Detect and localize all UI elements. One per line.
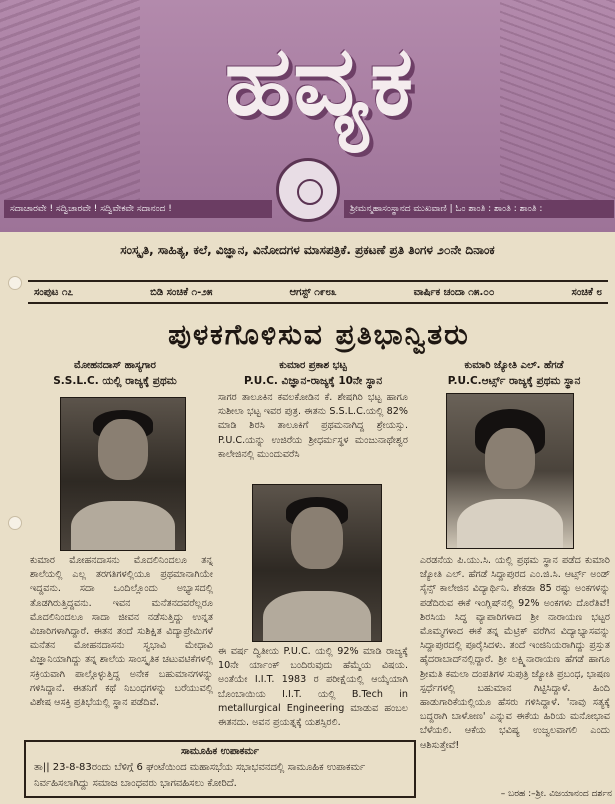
issue-subscription: ವಾರ್ಷಿಕ ಚಂದಾ ೧೫.೦೦ [413,286,495,298]
article-text-right: ಎರಡನೆಯ ಪಿ.ಯು.ಸಿ. ಯಲ್ಲಿ ಪ್ರಥಮ ಸ್ಥಾನ ಪಡೆದ ಕುಮಾರಿ ಜ್ಯೋತಿ ಎಲ್. ಹೆಗಡೆ ಸಿದ್ದಾಪುರದ ಎಂ.ಜಿ.ಸಿ. ಆರ್ಟ್ಸ್ ಅಂಡ್ ಸೈನ್ಸ್ ಕಾಲೇಜಿನ ವಿದ್ಯಾರ್ಥಿನಿ. ಶೇಕಡಾ 85 ರಷ್ಟು ಅಂಕಗಳನ್ನು ಪಡೆದಿರುವ ಈಕೆ ಇಂಗ್ಲಿಷ್‌ನಲ್ಲಿ 92% ಅಂಕಗಳು ದೊರೆತಿವೆ! ಶಿರಸಿಯ ಸಿದ್ಧ ವ್ಯಾಪಾರಿಗಳಾದ ಶ್ರೀ ನಾರಾಯಣ ಭಟ್ಟರ ಮೊಮ್ಮಗಳಾದ ಈಕೆ ತನ್ನ ಮೆಟ್ರಿಕ್ ವರೆಗಿನ ವಿದ್ಯಾಭ್ಯಾಸವನ್ನು ಸಿದ್ದಾಪುರದಲ್ಲಿ ಪೂರೈಸಿದಳು. ತಂದೆ ಇಂಜಿನಿಯರಾಗಿದ್ದು ಪ್ರಸ್ತುತ ಹೈದರಾಬಾದ್‌ನಲ್ಲಿದ್ದಾರೆ. ಶ್ರೀ ಲಕ್ಷ್ಮಿನಾರಾಯಣ ಹೆಗಡೆ ಹಾಗೂ ಶ್ರೀಮತಿ ಕಮಲಾ ದಂಪತಿಗಳ ಸುಪುತ್ರಿ ಜ್ಯೋತಿ ಪ್ರಬಂಧ, ಭಾಷಣ ಸ್ಪರ್ಧೆಗಳಲ್ಲಿ ಬಹುಮಾನ ಗಿಟ್ಟಿಸಿದ್ದಾಳೆ. ಹಿಂದಿ ಹಾಡುಗಾರಿಕೆಯಲ್ಲಿಯೂ ಹೆಸರು ಗಳಿಸಿದ್ದಾಳೆ. 'ನಾವು ಸತ್ಯಕ್ಕೆ ಬದ್ದರಾಗಿ ಬಾಳೋಣ' ಎನ್ನುವ ಈಕೆಯ ಹಿರಿಯ ಮನೋಭಾವ ಬೆಳೆಯಲಿ. ಆಕೆಯ ಭವಿಷ್ಯ ಉಜ್ವಲವಾಗಲಿ ಎಂದು ಆಶಿಸುತ್ತೇವೆ! [420,555,610,751]
masthead-seal [276,158,340,222]
article-text-left: ಕುಮಾರ ಮೋಹನದಾಸನು ಮೊದಲಿನಿಂದಲೂ ತನ್ನ ಶಾಲೆಯಲ್ಲಿ ಎಲ್ಲ ತರಗತಿಗಳಲ್ಲಿಯೂ ಪ್ರಥಮಾನಾಗಿಯೇ ಇದ್ದವನು. ಸದಾ ಒಂದಿಲ್ಲೊಂದು ಅಭ್ಯಾಸದಲ್ಲಿ ತೊಡಗಿರುತ್ತಿದ್ದವನು. ಇವನ ಮನೆತನದವರೆಲ್ಲರೂ ಮೊದಲಿನಿಂದಲೂ ಸಾದಾ ಜೀವನ ನಡೆಸುತ್ತಿದ್ದು ಉನ್ನತ ವಿಚಾರಿಗಳಾಗಿದ್ದಾರೆ. ಈತನ ತಂದೆ ಸುಶಿಕ್ಷಿತ ವಿದ್ಯಾಪ್ರೇಮಿಗಳೆ ಮನೆತನ ಮೋಹನದಾಸನು ಸ್ವಭಾವಿ ಮೇಧಾವಿ ವಿಜ್ಞಾನಿಯಾಗಿದ್ದು ತನ್ನ ಶಾಲೆಯ ಸಾಂಸ್ಕೃತಿಕ ಚಟುವಟಿಕೆಗಳಲ್ಲಿ ಸಕ್ರಿಯವಾಗಿ ಪಾಲ್ಗೊಳ್ಳುತ್ತಿದ್ದ ಅನೇಕ ಬಹುಮಾನಗಳನ್ನು ಗಳಿಸಿದ್ದಾನೆ. ಈತನಿಗೆ ಕಥೆ ನಿಬಂಧಗಳನ್ನು ಬರೆಯುವಲ್ಲಿ ವಿಶೇಷ ಆಸಕ್ತಿ ಪ್ರತಿಭೆಯಲ್ಲಿ ಸ್ಥಾನ ಪಡೆದಿವೆ. [30,555,213,709]
notice-title: ಸಾಮೂಹಿಕ ಉಪಾಕರ್ಮ [181,746,259,757]
issue-number: ಸಂಚಿಕೆ ೮ [571,286,602,298]
issue-price: ಬಿಡಿ ಸಂಚಿಕೆ ೧-೨೫ [150,286,213,298]
masthead-motto-left: ಸದಾಚಾರವೇ ! ಸದ್ವಿಚಾರವೇ ! ಸದ್ವಿವೇಕವೇ ಸದಾನಂದ ! [4,200,272,218]
notice-box [24,740,416,798]
student-photo-right [446,393,574,549]
magazine-subtitle: ಸಂಸ್ಕೃತಿ, ಸಾಹಿತ್ಯ, ಕಲೆ, ವಿಜ್ಞಾನ, ವಿನೋದಗಳ ಮಾಸಪತ್ರಿಕೆ. ಪ್ರಕಟಣೆ ಪ್ರತಿ ತಿಂಗಳ ೨೦ನೇ ದಿನಾಂಕ [120,243,495,257]
masthead-motto-right: ಶ್ರೀಮನ್ಮಹಾಸಂಸ್ಥಾನದ ಮುಖವಾಣಿ | ಓಂ ಶಾಂತಿ : ಶಾಂತಿ : ಶಾಂತಿ : [344,200,614,218]
punch-hole-bottom [8,516,22,530]
masthead-title: ಹವ್ಯಕ [224,25,416,137]
student-name-left: ಮೋಹನದಾಸ್ ಹಾಸ್ಯಗಾರ [74,360,156,371]
masthead-illustration-right [500,0,615,200]
masthead-illustration-left [0,0,140,200]
student-rank-right: P.U.C.ಆರ್ಟ್ಸ್ ರಾಜ್ಯಕ್ಕೆ ಪ್ರಥಮ ಸ್ಥಾನ [447,375,581,387]
student-photo-left [60,397,186,551]
issue-info-bar [28,280,608,304]
student-name-middle: ಕುಮಾರ ಪ್ರಕಾಶ ಭಟ್ಟ [279,360,347,371]
punch-hole-top [8,276,22,290]
student-rank-middle: P.U.C. ವಿಜ್ಞಾನ-ರಾಜ್ಯಕ್ಕೆ 10ನೇ ಸ್ಥಾನ [243,375,383,387]
student-name-right: ಕುಮಾರಿ ಜ್ಯೋತಿ ಎಲ್. ಹೆಗಡೆ [464,360,564,371]
article-text-middle-bottom: ಈ ವರ್ಷ ದ್ವಿತೀಯ P.U.C. ಯಲ್ಲಿ 92% ಮಾಡಿ ರಾಜ್ಯಕ್ಕೆ 10ನೇ ರ್ಯಾಂಕ್ ಬಂದಿರುವುದು ಹೆಮ್ಮೆಯ ವಿಷಯ. ಅಂತೆಯೇ I.I.T. 1983 ರ ಪರೀಕ್ಷೆಯಲ್ಲಿ ಆಯ್ಕೆಯಾಗಿ ಬೊಂಬಾಯಿಯ I.I.T. ಯಲ್ಲಿ B.Tech in metallurgical Engineering ಮಾಡುವ ಹಂಬಲ ಈತನದು. ಅವನ ಪ್ರಯತ್ನಕ್ಕೆ ಯಶಸ್ಸಿರಲಿ. [218,646,408,729]
student-photo-middle [252,484,382,642]
student-rank-left: S.S.L.C. ಯಲ್ಲಿ ರಾಜ್ಯಕ್ಕೆ ಪ್ರಥಮ [53,375,177,387]
article-signature: – ಬರಹ :–ಶ್ರೀ. ವಿಜಯಾನಂದ ದರ್ಶನ [500,789,612,799]
article-headline: ಪುಳಕಗೊಳಿಸುವ ಪ್ರತಿಭಾನ್ವಿತರು [168,318,470,351]
issue-date: ಆಗಸ್ಟ್ ೧೯೮೩ [289,286,337,298]
issue-volume: ಸಂಪುಟ ೧೭ [34,286,74,298]
article-text-middle-top: ಸಾಗರ ತಾಲೂಕಿನ ಕವಲಕೋಡಿನ ಕೆ. ಶೇಷಗಿರಿ ಭಟ್ಟ ಹಾಗೂ ಸುಶೀಲಾ ಭಟ್ಟ ಇವರ ಪುತ್ರ. ಈತನು S.S.L.C.ಯಲ್ಲಿ 82% ಮಾಡಿ ಶಿರಸಿ ತಾಲೂಕಿಗೆ ಪ್ರಥಮನಾಗಿದ್ದ ಶ್ರೇಯಸ್ಸು. P.U.C.ಯನ್ನು ಉಜಿರೆಯ ಶ್ರೀಧರ್ಮಸ್ಥಳ ಮಂಜುನಾಥೇಶ್ವರ ಕಾಲೇಜಿನಲ್ಲಿ ಮುಂದುವರೆಸಿ [218,392,408,460]
notice-text: ತಾ|| 23-8-83ರಂದು ಬೆಳಿಗ್ಗೆ 6 ಘಂಟೆಯಿಂದ ಮಹಾಸಭೆಯ ಸಭಾಭವನದಲ್ಲಿ ಸಾಮೂಹಿಕ ಉಪಾಕರ್ಮ ನಿರ್ವಹಿಸಲಾಗಿದ್ದು ಸಮಾಜ ಬಾಂಧವರು ಭಾಗವಹಿಸಲು ಕೋರಿದೆ. [34,762,366,789]
masthead [0,0,615,232]
